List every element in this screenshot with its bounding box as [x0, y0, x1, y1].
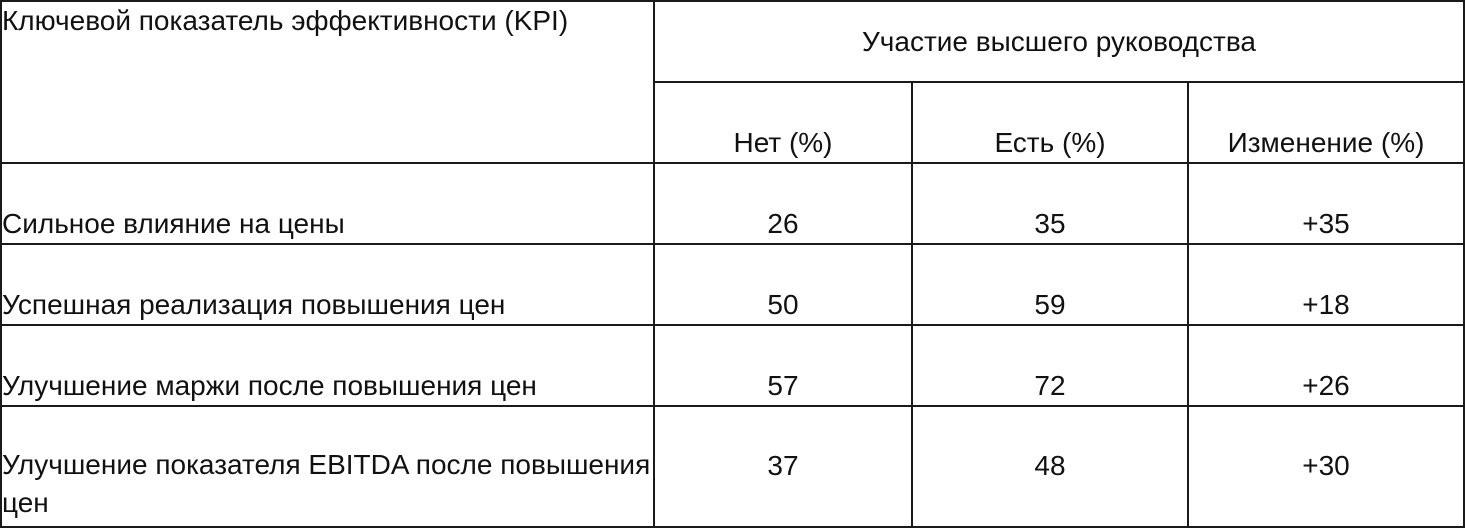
change-column-header: Изменение (%): [1188, 82, 1464, 163]
table-row: [1, 244, 1464, 325]
no-value-cell: 50: [654, 244, 912, 325]
change-value-cell: +18: [1188, 244, 1464, 325]
table-row: [1, 406, 1464, 527]
table-row: [1, 163, 1464, 244]
yes-column-header: Есть (%): [912, 82, 1188, 163]
no-value-cell: 26: [654, 163, 912, 244]
change-value-cell: +35: [1188, 163, 1464, 244]
kpi-name-cell: Улучшение маржи после повышения цен: [1, 325, 654, 406]
kpi-name-cell: Улучшение показателя EBITDA после повышения цен: [1, 406, 654, 527]
no-value-cell: 37: [654, 406, 912, 527]
kpi-name-cell: Успешная реализация повышения цен: [1, 244, 654, 325]
table-row: [1, 325, 1464, 406]
no-value-cell: 57: [654, 325, 912, 406]
yes-value-cell: 72: [912, 325, 1188, 406]
yes-value-cell: 59: [912, 244, 1188, 325]
yes-value-cell: 35: [912, 163, 1188, 244]
kpi-name-cell: Сильное влияние на цены: [1, 163, 654, 244]
header-row-top: [1, 1, 1464, 82]
no-column-header: Нет (%): [654, 82, 912, 163]
change-value-cell: +30: [1188, 406, 1464, 527]
yes-value-cell: 48: [912, 406, 1188, 527]
leadership-group-header: Участие высшего руководства: [654, 1, 1464, 82]
kpi-column-header: Ключевой показатель эффективности (KPI): [1, 1, 654, 163]
change-value-cell: +26: [1188, 325, 1464, 406]
